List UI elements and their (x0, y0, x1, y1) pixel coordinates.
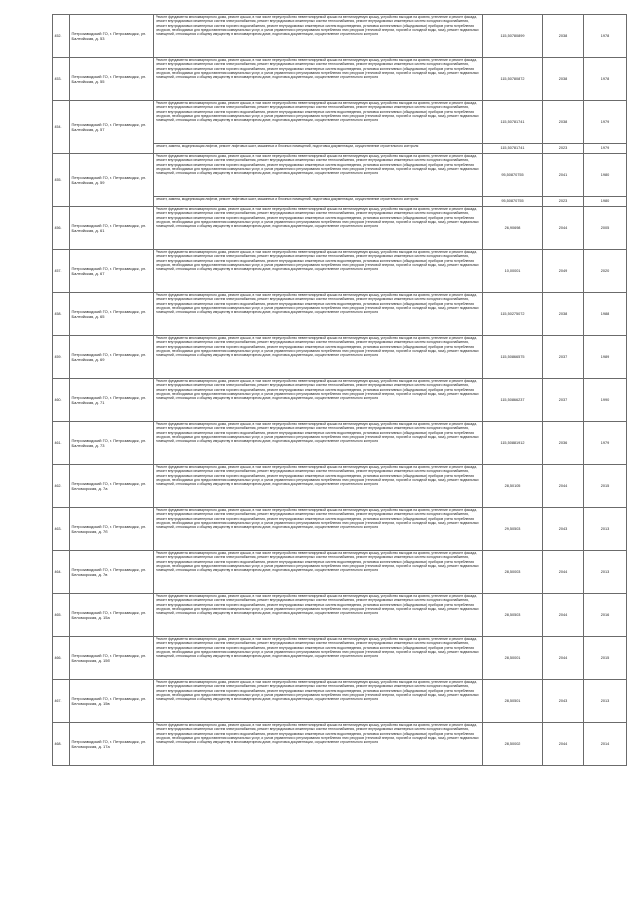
cost-cell: 95,50870755 (483, 154, 543, 197)
work-description-cell (154, 336, 483, 379)
address-cell: Петрозаводский ГО, г. Петрозаводск, ул. Беломорская, д. 7а (70, 465, 154, 508)
plan-year-cell: 2044 (543, 551, 584, 594)
row-number: 452. (53, 15, 70, 58)
address-cell: Петрозаводский ГО, г. Петрозаводск, ул. Беломорская, д. 15б (70, 637, 154, 680)
work-description-cell (154, 207, 483, 250)
work-description-cell (154, 637, 483, 680)
work-description-cell (154, 680, 483, 723)
table-row (53, 58, 627, 101)
capital-repair-table (52, 14, 626, 766)
work-description-cell (154, 551, 483, 594)
table-row (53, 508, 627, 551)
table-body (53, 15, 627, 766)
table-row (53, 422, 627, 465)
plan-year-cell: 2037 (543, 379, 584, 422)
work-description-text: Ремонт фундамента многоквартирного дома, ремонт крыши, в том числе переустройство невентилируемой крыши на вентилируемую крышу, устройство выходов на кровлю, утепление и ремонт фасада, ремонт внутридомовых инженерных систем электроснабжения, ремонт внутридомовых инженерных систем теплоснабжения, ремонт внутридомовых инженерных систем холодного водоснабжения, ремонт внутридомовых инженерных систем горячего водоснабжения, ремонт внутридомовых инженерных систем водоотведения, установка коллективных (общедомовых) приборов учета потребления ресурсов, необходимых для предоставления коммунальных услуг, и узлов управления и регулирования потребления этих ресурсов (тепловой энергии, горячей и холодной воды, газа), ремонт подвальных помещений, относящихся к общему имуществу в многоквартирном доме, подготовка документации, осуществление строительного контроля (155, 680, 479, 702)
work-description-text: Ремонт фундамента многоквартирного дома, ремонт крыши, в том числе переустройство невентилируемой крыши на вентилируемую крышу, устройство выходов на кровлю, утепление и ремонт фасада, ремонт внутридомовых инженерных систем электроснабжения, ремонт внутридомовых инженерных систем теплоснабжения, ремонт внутридомовых инженерных систем холодного водоснабжения, ремонт внутридомовых инженерных систем горячего водоснабжения, ремонт внутридомовых инженерных систем водоотведения, установка коллективных (общедомовых) приборов учета потребления ресурсов, необходимых для предоставления коммунальных услуг, и узлов управления и регулирования потребления этих ресурсов (тепловой энергии, горячей и холодной воды, газа), ремонт подвальных помещений, относящихся к общему имуществу в многоквартирном доме, подготовка документации, осуществление строительного контроля (155, 250, 479, 272)
work-description-text: Ремонт фундамента многоквартирного дома, ремонт крыши, в том числе переустройство невентилируемой крыши на вентилируемую крышу, устройство выходов на кровлю, утепление и ремонт фасада, ремонт внутридомовых инженерных систем электроснабжения, ремонт внутридомовых инженерных систем теплоснабжения, ремонт внутридомовых инженерных систем холодного водоснабжения, ремонт внутридомовых инженерных систем горячего водоснабжения, ремонт внутридомовых инженерных систем водоотведения, установка коллективных (общедомовых) приборов учета потребления ресурсов, необходимых для предоставления коммунальных услуг, и узлов управления и регулирования потребления этих ресурсов (тепловой энергии, горячей и холодной воды, газа), ремонт подвальных помещений, относящихся к общему имуществу в многоквартирном доме, подготовка документации, осуществление строительного контроля (155, 723, 479, 745)
work-description-cell (154, 422, 483, 465)
table-row (53, 15, 627, 58)
build-year-cell: 2005 (584, 207, 627, 250)
row-number: 460. (53, 379, 70, 422)
cost-cell: 115,50866237 (483, 379, 543, 422)
address-cell: Петрозаводский ГО, г. Петрозаводск, ул. Балтийская, д. 53 (70, 15, 154, 58)
build-year-cell: 1978 (584, 15, 627, 58)
work-description-cell (154, 293, 483, 336)
work-description-text: Ремонт фундамента многоквартирного дома, ремонт крыши, в том числе переустройство невентилируемой крыши на вентилируемую крышу, устройство выходов на кровлю, утепление и ремонт фасада, ремонт внутридомовых инженерных систем электроснабжения, ремонт внутридомовых инженерных систем теплоснабжения, ремонт внутридомовых инженерных систем холодного водоснабжения, ремонт внутридомовых инженерных систем горячего водоснабжения, ремонт внутридомовых инженерных систем водоотведения, установка коллективных (общедомовых) приборов учета потребления ресурсов, необходимых для предоставления коммунальных услуг, и узлов управления и регулирования потребления этих ресурсов (тепловой энергии, горячей и холодной воды, газа), ремонт подвальных помещений, относящихся к общему имуществу в многоквартирном доме, подготовка документации, осуществление строительного контроля (155, 336, 479, 358)
build-year-cell: 1979 (584, 101, 627, 144)
cost-cell: 115,50781741 (483, 144, 543, 154)
cost-cell: 28,50501 (483, 680, 543, 723)
cost-cell: 115,50780872 (483, 58, 543, 101)
row-number: 453. (53, 58, 70, 101)
build-year-cell: 2013 (584, 551, 627, 594)
work-description-text: Ремонт фундамента многоквартирного дома, ремонт крыши, в том числе переустройство невентилируемой крыши на вентилируемую крышу, устройство выходов на кровлю, утепление и ремонт фасада, ремонт внутридомовых инженерных систем электроснабжения, ремонт внутридомовых инженерных систем теплоснабжения, ремонт внутридомовых инженерных систем холодного водоснабжения, ремонт внутридомовых инженерных систем горячего водоснабжения, ремонт внутридомовых инженерных систем водоотведения, установка коллективных (общедомовых) приборов учета потребления ресурсов, необходимых для предоставления коммунальных услуг, и узлов управления и регулирования потребления этих ресурсов (тепловой энергии, горячей и холодной воды, газа), ремонт подвальных помещений, относящихся к общему имуществу в многоквартирном доме, подготовка документации, осуществление строительного контроля (155, 15, 479, 37)
build-year-cell: 1989 (584, 336, 627, 379)
address-cell: Петрозаводский ГО, г. Петрозаводск, ул. Беломорская, д. 17а (70, 723, 154, 766)
row-number: 465. (53, 594, 70, 637)
row-number: 457. (53, 250, 70, 293)
table-row (53, 207, 627, 250)
work-description-text: Ремонт фундамента многоквартирного дома, ремонт крыши, в том числе переустройство невентилируемой крыши на вентилируемую крышу, устройство выходов на кровлю, утепление и ремонт фасада, ремонт внутридомовых инженерных систем электроснабжения, ремонт внутридомовых инженерных систем теплоснабжения, ремонт внутридомовых инженерных систем холодного водоснабжения, ремонт внутридомовых инженерных систем горячего водоснабжения, ремонт внутридомовых инженерных систем водоотведения, установка коллективных (общедомовых) приборов учета потребления ресурсов, необходимых для предоставления коммунальных услуг, и узлов управления и регулирования потребления этих ресурсов (тепловой энергии, горячей и холодной воды, газа), ремонт подвальных помещений, относящихся к общему имуществу в многоквартирном доме, подготовка документации, осуществление строительного контроля (155, 637, 479, 659)
row-number: 468. (53, 723, 70, 766)
work-description-cell (154, 154, 483, 197)
address-cell: Петрозаводский ГО, г. Петрозаводск, ул. Балтийская, д. 71 (70, 379, 154, 422)
lift-work-text: ремонт, замена, модернизация лифтов, ремонт лифтовых шахт, машинных и блочных помещений, подготовка документации, осуществление строительного контроля (155, 197, 419, 201)
plan-year-cell: 2044 (543, 207, 584, 250)
plan-year-cell: 2044 (543, 723, 584, 766)
row-number: 463. (53, 508, 70, 551)
build-year-cell: 2020 (584, 250, 627, 293)
table-row (53, 379, 627, 422)
build-year-cell: 1980 (584, 154, 627, 197)
cost-cell: 95,50870755 (483, 197, 543, 207)
plan-year-cell: 2041 (543, 154, 584, 197)
plan-year-cell: 2044 (543, 637, 584, 680)
table-row (53, 637, 627, 680)
work-description-cell (154, 15, 483, 58)
table-row (53, 250, 627, 293)
cost-cell: 26,90698 (483, 207, 543, 250)
plan-year-cell: 2044 (543, 594, 584, 637)
plan-year-cell: 2044 (543, 465, 584, 508)
plan-year-cell: 2023 (543, 144, 584, 154)
work-description-text: Ремонт фундамента многоквартирного дома, ремонт крыши, в том числе переустройство невентилируемой крыши на вентилируемую крышу, устройство выходов на кровлю, утепление и ремонт фасада, ремонт внутридомовых инженерных систем электроснабжения, ремонт внутридомовых инженерных систем теплоснабжения, ремонт внутридомовых инженерных систем холодного водоснабжения, ремонт внутридомовых инженерных систем горячего водоснабжения, ремонт внутридомовых инженерных систем водоотведения, установка коллективных (общедомовых) приборов учета потребления ресурсов, необходимых для предоставления коммунальных услуг, и узлов управления и регулирования потребления этих ресурсов (тепловой энергии, горячей и холодной воды, газа), ремонт подвальных помещений, относящихся к общему имуществу в многоквартирном доме, подготовка документации, осуществление строительного контроля (155, 551, 479, 573)
work-description-text: Ремонт фундамента многоквартирного дома, ремонт крыши, в том числе переустройство невентилируемой крыши на вентилируемую крышу, устройство выходов на кровлю, утепление и ремонт фасада, ремонт внутридомовых инженерных систем электроснабжения, ремонт внутридомовых инженерных систем теплоснабжения, ремонт внутридомовых инженерных систем холодного водоснабжения, ремонт внутридомовых инженерных систем горячего водоснабжения, ремонт внутридомовых инженерных систем водоотведения, установка коллективных (общедомовых) приборов учета потребления ресурсов, необходимых для предоставления коммунальных услуг, и узлов управления и регулирования потребления этих ресурсов (тепловой энергии, горячей и холодной воды, газа), ремонт подвальных помещений, относящихся к общему имуществу в многоквартирном доме, подготовка документации, осуществление строительного контроля (155, 422, 479, 444)
cost-cell: 115,50781741 (483, 101, 543, 144)
row-number: 461. (53, 422, 70, 465)
work-description-cell (154, 508, 483, 551)
work-description-cell (154, 101, 483, 144)
build-year-cell: 2014 (584, 723, 627, 766)
plan-year-cell: 2043 (543, 680, 584, 723)
plan-year-cell: 2043 (543, 508, 584, 551)
build-year-cell: 1980 (584, 197, 627, 207)
plan-year-cell: 2038 (543, 293, 584, 336)
work-description-text: Ремонт фундамента многоквартирного дома, ремонт крыши, в том числе переустройство невентилируемой крыши на вентилируемую крышу, устройство выходов на кровлю, утепление и ремонт фасада, ремонт внутридомовых инженерных систем электроснабжения, ремонт внутридомовых инженерных систем теплоснабжения, ремонт внутридомовых инженерных систем холодного водоснабжения, ремонт внутридомовых инженерных систем горячего водоснабжения, ремонт внутридомовых инженерных систем водоотведения, установка коллективных (общедомовых) приборов учета потребления ресурсов, необходимых для предоставления коммунальных услуг, и узлов управления и регулирования потребления этих ресурсов (тепловой энергии, горячей и холодной воды, газа), ремонт подвальных помещений, относящихся к общему имуществу в многоквартирном доме, подготовка документации, осуществление строительного контроля (155, 508, 479, 530)
row-number: 459. (53, 336, 70, 379)
table-row (53, 101, 627, 144)
plan-year-cell: 2037 (543, 336, 584, 379)
work-description-text: Ремонт фундамента многоквартирного дома, ремонт крыши, в том числе переустройство невентилируемой крыши на вентилируемую крышу, устройство выходов на кровлю, утепление и ремонт фасада, ремонт внутридомовых инженерных систем электроснабжения, ремонт внутридомовых инженерных систем теплоснабжения, ремонт внутридомовых инженерных систем холодного водоснабжения, ремонт внутридомовых инженерных систем горячего водоснабжения, ремонт внутридомовых инженерных систем водоотведения, установка коллективных (общедомовых) приборов учета потребления ресурсов, необходимых для предоставления коммунальных услуг, и узлов управления и регулирования потребления этих ресурсов (тепловой энергии, горячей и холодной воды, газа), ремонт подвальных помещений, относящихся к общему имуществу в многоквартирном доме, подготовка документации, осуществление строительного контроля (155, 58, 479, 80)
row-number: 454. (53, 101, 70, 154)
work-description-text: Ремонт фундамента многоквартирного дома, ремонт крыши, в том числе переустройство невентилируемой крыши на вентилируемую крышу, устройство выходов на кровлю, утепление и ремонт фасада, ремонт внутридомовых инженерных систем электроснабжения, ремонт внутридомовых инженерных систем теплоснабжения, ремонт внутридомовых инженерных систем холодного водоснабжения, ремонт внутридомовых инженерных систем горячего водоснабжения, ремонт внутридомовых инженерных систем водоотведения, установка коллективных (общедомовых) приборов учета потребления ресурсов, необходимых для предоставления коммунальных услуг, и узлов управления и регулирования потребления этих ресурсов (тепловой энергии, горячей и холодной воды, газа), ремонт подвальных помещений, относящихся к общему имуществу в многоквартирном доме, подготовка документации, осуществление строительного контроля (155, 293, 479, 315)
lift-work-text: ремонт, замена, модернизация лифтов, ремонт лифтовых шахт, машинных и блочных помещений, подготовка документации, осуществление строительного контроля (155, 144, 419, 148)
build-year-cell: 2015 (584, 465, 627, 508)
address-cell: Петрозаводский ГО, г. Петрозаводск, ул. Балтийская, д. 67 (70, 250, 154, 293)
build-year-cell: 1978 (584, 58, 627, 101)
address-cell: Петрозаводский ГО, г. Петрозаводск, ул. Балтийская, д. 73 (70, 422, 154, 465)
build-year-cell: 2013 (584, 508, 627, 551)
row-number: 456. (53, 207, 70, 250)
lift-work-cell (154, 144, 483, 154)
table-row (53, 594, 627, 637)
cost-cell: 28,50003 (483, 551, 543, 594)
table-row (53, 465, 627, 508)
table-row (53, 680, 627, 723)
row-number: 464. (53, 551, 70, 594)
row-number: 467. (53, 680, 70, 723)
address-cell: Петрозаводский ГО, г. Петрозаводск, ул. Беломорская, д. 7б (70, 508, 154, 551)
work-description-cell (154, 58, 483, 101)
work-description-text: Ремонт фундамента многоквартирного дома, ремонт крыши, в том числе переустройство невентилируемой крыши на вентилируемую крышу, устройство выходов на кровлю, утепление и ремонт фасада, ремонт внутридомовых инженерных систем электроснабжения, ремонт внутридомовых инженерных систем теплоснабжения, ремонт внутридомовых инженерных систем холодного водоснабжения, ремонт внутридомовых инженерных систем горячего водоснабжения, ремонт внутридомовых инженерных систем водоотведения, установка коллективных (общедомовых) приборов учета потребления ресурсов, необходимых для предоставления коммунальных услуг, и узлов управления и регулирования потребления этих ресурсов (тепловой энергии, горячей и холодной воды, газа), ремонт подвальных помещений, относящихся к общему имуществу в многоквартирном доме, подготовка документации, осуществление строительного контроля (155, 379, 479, 401)
address-cell: Петрозаводский ГО, г. Петрозаводск, ул. Беломорская, д. 15в (70, 680, 154, 723)
build-year-cell: 1990 (584, 379, 627, 422)
address-cell: Петрозаводский ГО, г. Петрозаводск, ул. Балтийская, д. 55 (70, 58, 154, 101)
cost-cell: 28,50001 (483, 637, 543, 680)
build-year-cell: 1979 (584, 144, 627, 154)
plan-year-cell: 2036 (543, 422, 584, 465)
address-cell: Петрозаводский ГО, г. Петрозаводск, ул. Балтийская, д. 65 (70, 293, 154, 336)
row-number: 458. (53, 293, 70, 336)
table-row (53, 293, 627, 336)
table-row (53, 723, 627, 766)
work-description-text: Ремонт фундамента многоквартирного дома, ремонт крыши, в том числе переустройство невентилируемой крыши на вентилируемую крышу, устройство выходов на кровлю, утепление и ремонт фасада, ремонт внутридомовых инженерных систем электроснабжения, ремонт внутридомовых инженерных систем теплоснабжения, ремонт внутридомовых инженерных систем холодного водоснабжения, ремонт внутридомовых инженерных систем горячего водоснабжения, ремонт внутридомовых инженерных систем водоотведения, установка коллективных (общедомовых) приборов учета потребления ресурсов, необходимых для предоставления коммунальных услуг, и узлов управления и регулирования потребления этих ресурсов (тепловой энергии, горячей и холодной воды, газа), ремонт подвальных помещений, относящихся к общему имуществу в многоквартирном доме, подготовка документации, осуществление строительного контроля (155, 465, 479, 487)
address-cell: Петрозаводский ГО, г. Петрозаводск, ул. Беломорская, д. 15а (70, 594, 154, 637)
table-row (53, 551, 627, 594)
lift-work-cell (154, 197, 483, 207)
table-row (53, 154, 627, 197)
cost-cell: 28,50105 (483, 465, 543, 508)
cost-cell: 28,50503 (483, 594, 543, 637)
work-description-cell (154, 250, 483, 293)
table-row (53, 336, 627, 379)
build-year-cell: 2015 (584, 637, 627, 680)
address-cell: Петрозаводский ГО, г. Петрозаводск, ул. Беломорская, д. 7в (70, 551, 154, 594)
address-cell: Петрозаводский ГО, г. Петрозаводск, ул. Балтийская, д. 61 (70, 207, 154, 250)
work-description-cell (154, 723, 483, 766)
plan-year-cell: 2049 (543, 250, 584, 293)
build-year-cell: 1988 (584, 293, 627, 336)
cost-cell: 115,50866575 (483, 336, 543, 379)
address-cell: Петрозаводский ГО, г. Петрозаводск, ул. Балтийская, д. 57 (70, 101, 154, 154)
plan-year-cell: 2038 (543, 58, 584, 101)
work-description-cell (154, 379, 483, 422)
cost-cell: 28,50002 (483, 723, 543, 766)
work-description-cell (154, 465, 483, 508)
build-year-cell: 2013 (584, 680, 627, 723)
work-description-text: Ремонт фундамента многоквартирного дома, ремонт крыши, в том числе переустройство невентилируемой крыши на вентилируемую крышу, устройство выходов на кровлю, утепление и ремонт фасада, ремонт внутридомовых инженерных систем электроснабжения, ремонт внутридомовых инженерных систем теплоснабжения, ремонт внутридомовых инженерных систем холодного водоснабжения, ремонт внутридомовых инженерных систем горячего водоснабжения, ремонт внутридомовых инженерных систем водоотведения, установка коллективных (общедомовых) приборов учета потребления ресурсов, необходимых для предоставления коммунальных услуг, и узлов управления и регулирования потребления этих ресурсов (тепловой энергии, горячей и холодной воды, газа), ремонт подвальных помещений, относящихся к общему имуществу в многоквартирном доме, подготовка документации, осуществление строительного контроля (155, 207, 479, 229)
cost-cell: 115,50275072 (483, 293, 543, 336)
build-year-cell: 1979 (584, 422, 627, 465)
cost-cell: 29,50503 (483, 508, 543, 551)
address-cell: Петрозаводский ГО, г. Петрозаводск, ул. Балтийская, д. 69 (70, 336, 154, 379)
row-number: 466. (53, 637, 70, 680)
cost-cell: 115,50780899 (483, 15, 543, 58)
repair-register-table (52, 14, 627, 766)
work-description-text: Ремонт фундамента многоквартирного дома, ремонт крыши, в том числе переустройство невентилируемой крыши на вентилируемую крышу, устройство выходов на кровлю, утепление и ремонт фасада, ремонт внутридомовых инженерных систем электроснабжения, ремонт внутридомовых инженерных систем теплоснабжения, ремонт внутридомовых инженерных систем холодного водоснабжения, ремонт внутридомовых инженерных систем горячего водоснабжения, ремонт внутридомовых инженерных систем водоотведения, установка коллективных (общедомовых) приборов учета потребления ресурсов, необходимых для предоставления коммунальных услуг, и узлов управления и регулирования потребления этих ресурсов (тепловой энергии, горячей и холодной воды, газа), ремонт подвальных помещений, относящихся к общему имуществу в многоквартирном доме, подготовка документации, осуществление строительного контроля (155, 594, 479, 616)
work-description-text: Ремонт фундамента многоквартирного дома, ремонт крыши, в том числе переустройство невентилируемой крыши на вентилируемую крышу, устройство выходов на кровлю, утепление и ремонт фасада, ремонт внутридомовых инженерных систем электроснабжения, ремонт внутридомовых инженерных систем теплоснабжения, ремонт внутридомовых инженерных систем холодного водоснабжения, ремонт внутридомовых инженерных систем горячего водоснабжения, ремонт внутридомовых инженерных систем водоотведения, установка коллективных (общедомовых) приборов учета потребления ресурсов, необходимых для предоставления коммунальных услуг, и узлов управления и регулирования потребления этих ресурсов (тепловой энергии, горячей и холодной воды, газа), ремонт подвальных помещений, относящихся к общему имуществу в многоквартирном доме, подготовка документации, осуществление строительного контроля (155, 154, 479, 176)
cost-cell: 10,00001 (483, 250, 543, 293)
plan-year-cell: 2038 (543, 101, 584, 144)
plan-year-cell: 2038 (543, 15, 584, 58)
cost-cell: 115,50881912 (483, 422, 543, 465)
plan-year-cell: 2023 (543, 197, 584, 207)
work-description-cell (154, 594, 483, 637)
address-cell: Петрозаводский ГО, г. Петрозаводск, ул. Балтийская, д. 59 (70, 154, 154, 207)
work-description-text: Ремонт фундамента многоквартирного дома, ремонт крыши, в том числе переустройство невентилируемой крыши на вентилируемую крышу, устройство выходов на кровлю, утепление и ремонт фасада, ремонт внутридомовых инженерных систем электроснабжения, ремонт внутридомовых инженерных систем теплоснабжения, ремонт внутридомовых инженерных систем холодного водоснабжения, ремонт внутридомовых инженерных систем горячего водоснабжения, ремонт внутридомовых инженерных систем водоотведения, установка коллективных (общедомовых) приборов учета потребления ресурсов, необходимых для предоставления коммунальных услуг, и узлов управления и регулирования потребления этих ресурсов (тепловой энергии, горячей и холодной воды, газа), ремонт подвальных помещений, относящихся к общему имуществу в многоквартирном доме, подготовка документации, осуществление строительного контроля (155, 101, 479, 123)
row-number: 462. (53, 465, 70, 508)
row-number: 455. (53, 154, 70, 207)
build-year-cell: 2016 (584, 594, 627, 637)
